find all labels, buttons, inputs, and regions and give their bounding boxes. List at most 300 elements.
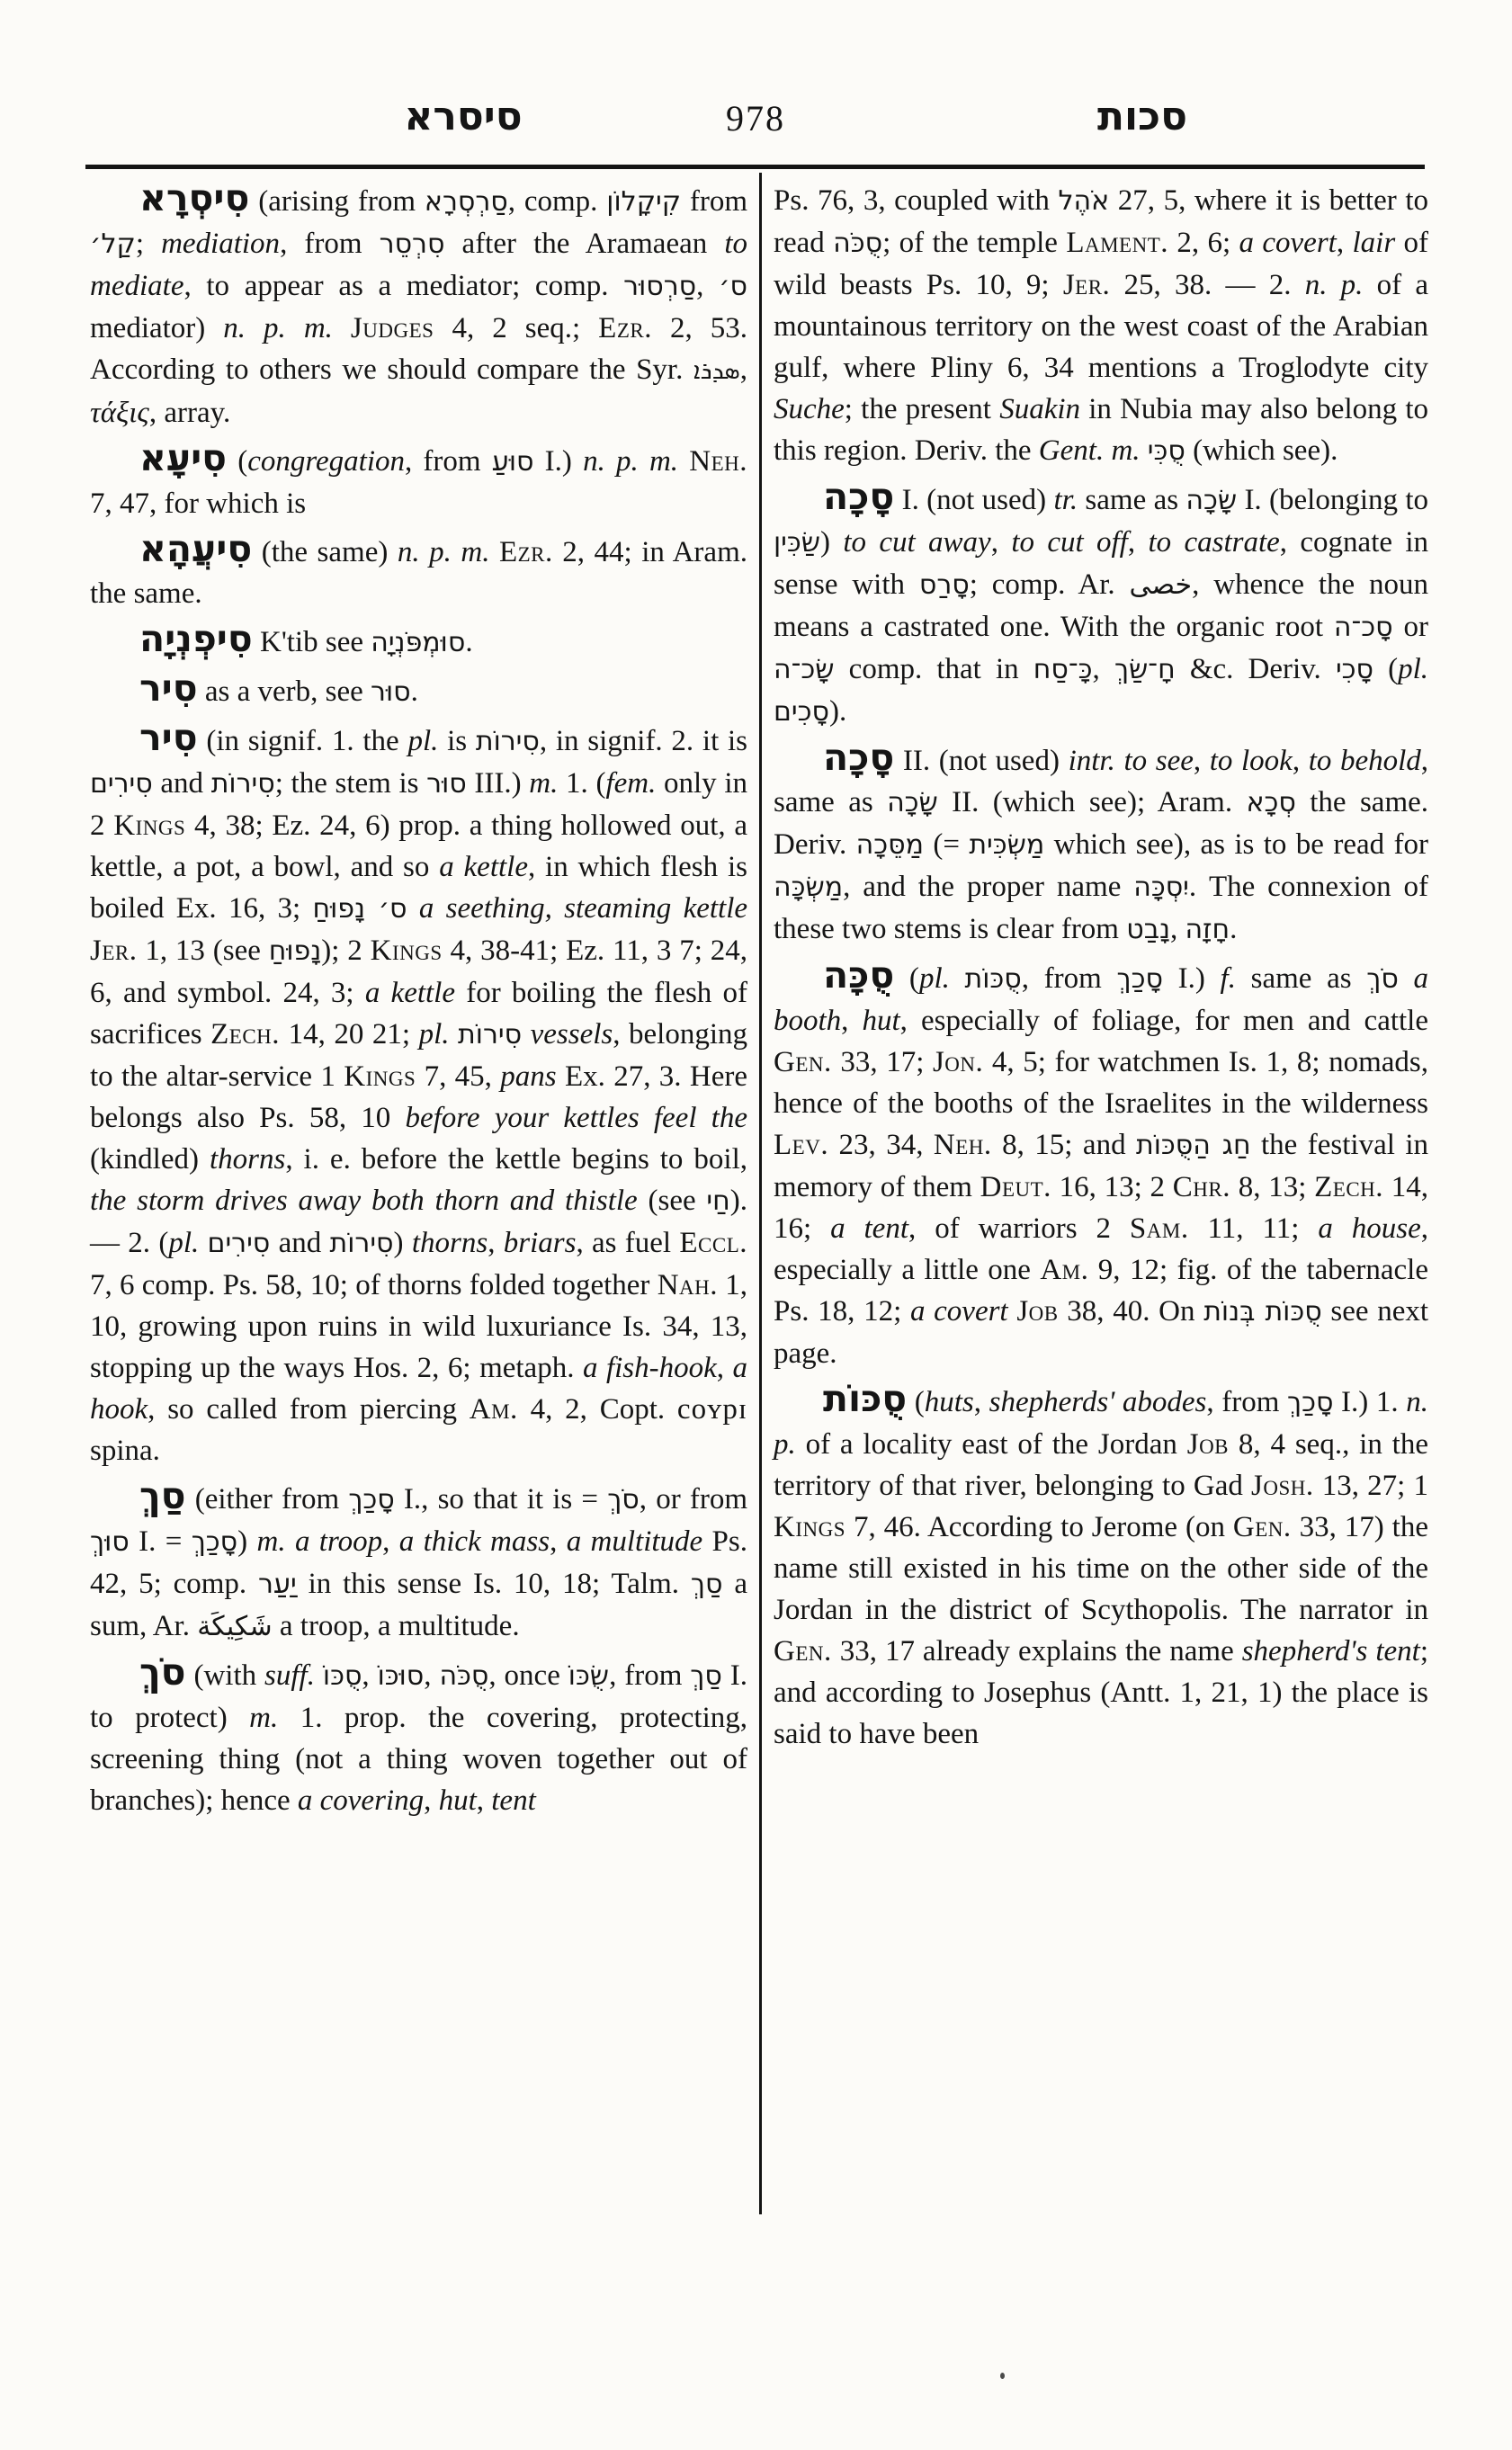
text-run: ,	[424, 1784, 439, 1817]
hebrew-headword: סִיעָא	[139, 436, 228, 479]
text-run: I. to protect)	[90, 1659, 748, 1734]
text-run: ,	[1092, 653, 1114, 685]
entry-paragraph	[90, 617, 747, 664]
text-run: (=	[923, 828, 970, 861]
text-run: 1. prop. the covering, protecting, screening thing (not a thing woven together out of branches); hence	[90, 1702, 748, 1817]
text-run: , from	[609, 1659, 691, 1692]
text-run: suff.	[264, 1659, 315, 1692]
entry-paragraph	[90, 436, 747, 524]
text-run: 7, 6 comp. Ps. 58, 10; of thorns folded together	[90, 1269, 658, 1301]
entry-paragraph	[90, 1474, 748, 1648]
text-run: , cognate in sense with	[774, 526, 1429, 601]
text-run: 33, 17) the name still existed in his time on the other side of the Jordan in the district of Scythopolis. The narrator in	[774, 1511, 1428, 1626]
text-run: נָבַט	[1126, 914, 1171, 945]
text-run: fem.	[605, 767, 657, 800]
text-run: or	[1392, 611, 1428, 643]
entry-paragraph	[774, 180, 1428, 472]
text-run: (kindled)	[90, 1143, 210, 1176]
text-run: סִירוֹת	[210, 768, 275, 800]
text-run: K'tib see	[252, 626, 371, 658]
text-run: סֻכֹּה	[439, 1660, 489, 1692]
text-run: (which see).	[1185, 434, 1338, 467]
text-run: Ex. 27, 3. Here belongs also Ps. 58, 10	[90, 1060, 748, 1134]
text-run: 33, 17;	[831, 1046, 933, 1078]
text-run: comp. that in	[834, 653, 1033, 685]
text-run: ,	[1292, 745, 1309, 777]
text-run: סְכָא	[1246, 787, 1296, 818]
text-run: intr.	[1068, 745, 1115, 777]
text-run: סִירוֹת	[475, 726, 540, 757]
text-run: I. =	[129, 1525, 192, 1558]
text-run: before your kettles feel the	[405, 1102, 748, 1134]
text-run: חַי	[706, 1185, 730, 1217]
text-run: 14, 20 21;	[280, 1018, 419, 1051]
text-run: lair	[1352, 227, 1396, 259]
text-run: to mediate	[90, 228, 747, 302]
text-run: , as fuel	[576, 1227, 680, 1259]
text-run: 4, 38-41; Ez. 11, 3 7; 24, 6, and symbol. 24, 3;	[90, 934, 747, 1009]
text-run: )	[237, 1525, 257, 1558]
text-run: ; the present	[844, 393, 1000, 425]
text-run: Kings	[344, 1060, 416, 1093]
text-run: in this sense Is. 10, 18; Talm.	[296, 1568, 691, 1600]
text-run: pl.	[407, 725, 439, 757]
text-run: I.)	[533, 445, 584, 478]
text-run: ,	[476, 1784, 492, 1817]
text-run: II. (which see); Aram.	[937, 786, 1247, 818]
hebrew-headword: סֻכּוֹת	[823, 1377, 908, 1420]
header-rule	[85, 165, 1425, 169]
text-run: for boiling the flesh of sacrifices	[90, 977, 748, 1051]
text-run: , and the proper name	[843, 871, 1134, 903]
text-run: 4, 38; Ez. 24, 6) prop. a thing hollowed out, a kettle, a pot, a bowl, and so	[90, 809, 748, 883]
text-run: m.	[249, 1702, 279, 1734]
text-run: , i. e. before the kettle begins to boil,	[285, 1143, 747, 1176]
text-run: ; of the temple	[882, 227, 1067, 259]
text-run	[1141, 434, 1148, 467]
text-run: in Nubia may also belong to this region. Deriv. the	[774, 393, 1428, 467]
text-run: pl.	[918, 962, 950, 995]
text-run: , in signif. 2. it is	[539, 725, 747, 757]
text-run: , array.	[148, 397, 231, 429]
text-run: 25, 38. — 2.	[1110, 269, 1305, 301]
text-run: אֹהֶל	[1058, 185, 1110, 217]
text-run: סֹךְ	[1366, 963, 1399, 995]
text-run: Judges	[350, 312, 434, 344]
text-run: mediation	[161, 228, 281, 260]
text-run: mediator)	[90, 312, 224, 344]
text-run: ,	[424, 1659, 440, 1692]
text-run: Am.	[1040, 1254, 1089, 1286]
text-run: קִיקָלוֹן	[606, 186, 681, 218]
text-run: Jon.	[932, 1046, 984, 1078]
hebrew-headword: סָכָה	[823, 475, 895, 518]
text-run: ס׳ נָפוּחַ	[312, 893, 407, 925]
text-run: ,	[550, 1525, 567, 1558]
text-run: סַךְ	[690, 1569, 723, 1600]
entry-paragraph	[774, 1377, 1428, 1755]
text-run: סָכַךְ	[1287, 1387, 1334, 1418]
text-run: the storm drives away both thorn and thistle	[90, 1185, 638, 1217]
text-run: 7, 46. According to Jerome (on	[845, 1511, 1233, 1543]
entry-paragraph	[90, 666, 747, 713]
text-run: 9, 12; fig. of the tabernacle Ps. 18, 12;	[774, 1254, 1429, 1328]
text-run: a seething, steaming kettle	[418, 892, 748, 925]
text-run: 4, 2, Copt.	[517, 1393, 677, 1426]
text-run: ,	[739, 353, 747, 386]
text-run: briars	[503, 1227, 577, 1259]
text-run	[1115, 745, 1124, 777]
text-run: סָכִי	[1335, 654, 1373, 685]
text-run: the festival in memory of them	[774, 1129, 1429, 1203]
text-run: Ezr.	[498, 536, 553, 568]
text-run: נָפוּחַ	[268, 935, 322, 967]
text-run: , in which flesh is boiled Ex. 16, 3;	[90, 851, 747, 925]
text-run: I. (belonging to	[1237, 484, 1428, 516]
text-run: ,	[716, 1352, 733, 1384]
text-run: Eccl.	[679, 1227, 747, 1259]
text-run: שַׂכִּין	[774, 527, 821, 559]
text-run: Am.	[469, 1393, 518, 1426]
text-run: a troop	[294, 1525, 383, 1558]
text-run: , especially a little one	[774, 1212, 1428, 1286]
text-run: קַל׳	[90, 228, 136, 260]
text-run: , especially of foliage, for men and cattle	[899, 1005, 1428, 1037]
text-run: , or from	[639, 1483, 747, 1516]
text-run: סַרְסוּר	[623, 271, 697, 302]
text-run: 2, 6;	[1168, 227, 1239, 259]
text-run: סוּכּוֹ	[377, 1660, 425, 1692]
text-run: ,	[382, 1525, 399, 1558]
text-run: 4, 2 seq.;	[434, 312, 599, 344]
text-run: Kings	[370, 934, 443, 967]
text-run: 4, 5; for watchmen Is. 1, 8; nomads, hence of the booths of the Israelites in the wilderness	[774, 1046, 1428, 1120]
text-run: סַרְסְרָא	[424, 186, 508, 218]
text-run: ס׳	[719, 271, 747, 302]
text-run: Lev.	[774, 1129, 829, 1161]
text-run: Deut.	[980, 1171, 1051, 1203]
text-run: shepherd's tent	[1241, 1635, 1420, 1668]
left-column	[90, 176, 748, 1828]
page-header	[85, 90, 1426, 153]
text-run: , of warriors 2	[908, 1212, 1130, 1245]
text-run: &c. Deriv.	[1175, 653, 1336, 685]
text-run: Gent. m.	[1038, 434, 1141, 467]
text-run: 8, 13;	[1230, 1171, 1315, 1203]
text-run: חַג הַסֻּכּוֹת	[1136, 1130, 1251, 1161]
text-run: Chr.	[1172, 1171, 1230, 1203]
text-run: a troop, a multitude.	[272, 1610, 520, 1642]
text-run: Suche	[774, 393, 845, 425]
hebrew-headword: סֹךְ	[139, 1650, 186, 1694]
text-run: III.)	[466, 767, 530, 800]
text-run: and	[152, 767, 211, 800]
text-run: סִירוֹת	[329, 1228, 394, 1259]
text-run: same as	[1235, 962, 1367, 995]
text-run: סִרְסֵר	[379, 228, 445, 260]
hebrew-headword: סַךְ	[139, 1474, 186, 1517]
text-run: סוּר	[371, 676, 411, 708]
text-run: tr.	[1053, 484, 1078, 516]
text-run: .	[465, 626, 473, 658]
text-run: Job	[1016, 1295, 1059, 1328]
text-run: (	[227, 445, 248, 478]
text-run	[199, 1227, 207, 1259]
text-run: יַעַר	[258, 1569, 297, 1600]
text-run: to cut away	[843, 526, 991, 559]
text-run: Ezr.	[598, 312, 652, 344]
hebrew-headword: סִיעֲהָא	[139, 527, 253, 570]
text-run: the same. Deriv.	[774, 786, 1429, 861]
header-keyword-left: סיסרא	[404, 94, 523, 139]
text-run: a covering	[297, 1784, 425, 1817]
text-run: m.	[256, 1525, 286, 1558]
text-run: ; comp. Ar.	[969, 568, 1130, 601]
text-run: II. (not used)	[894, 745, 1069, 777]
text-run: Neh.	[933, 1129, 992, 1161]
text-run: 33, 17 already explains the name	[831, 1635, 1242, 1668]
text-run: tent	[491, 1784, 536, 1817]
text-run: spina.	[90, 1435, 160, 1467]
text-run: 7, 45,	[416, 1060, 501, 1093]
header-keyword-right: סכות	[1097, 94, 1187, 139]
text-run: to behold	[1308, 745, 1421, 777]
text-run: מַשְׂכִּית	[969, 829, 1045, 861]
entry-paragraph	[774, 736, 1429, 951]
text-run: ,	[1193, 745, 1210, 777]
text-run: ,	[362, 1659, 378, 1692]
text-run	[1399, 962, 1414, 995]
text-run: מַשְׂכָּה	[774, 872, 844, 903]
text-run: n. p. m.	[397, 536, 490, 568]
text-run: 1, 13 (see	[137, 934, 269, 967]
text-run: a thick mass	[398, 1525, 550, 1558]
text-run: a kettle	[439, 851, 528, 883]
text-run	[315, 1659, 323, 1692]
text-run: (see	[637, 1185, 707, 1217]
hebrew-headword: סִיר	[139, 716, 198, 759]
text-run: ,	[488, 1227, 504, 1259]
text-run: מַסֵּכָה	[855, 829, 924, 861]
text-run	[450, 1018, 459, 1051]
text-run: huts	[924, 1386, 974, 1418]
text-run: 8, 4 seq., in the territory of that river, belonging to Gad	[774, 1428, 1428, 1502]
text-run: סָכִים	[774, 696, 829, 728]
entry-paragraph	[90, 176, 747, 434]
text-run: . The connexion of these two stems is clear from	[774, 871, 1428, 945]
text-run: סוּמְפֹּנְיָה	[371, 627, 466, 658]
text-run: 2, 53. According to others we should compare the Syr.	[90, 312, 747, 386]
text-run: ܣܕܪܐ	[693, 357, 740, 385]
text-run: ,	[973, 1386, 989, 1418]
text-run: Jer.	[1062, 269, 1111, 301]
text-run: סִירִים	[207, 1228, 271, 1259]
text-run: , so called from piercing	[148, 1393, 470, 1426]
text-run	[950, 962, 965, 995]
entry-paragraph	[774, 475, 1429, 733]
text-run: חָזָה	[1185, 914, 1230, 945]
text-run: n. p. m.	[583, 445, 679, 478]
text-run: Gen.	[1232, 1511, 1292, 1543]
text-run: ,	[1127, 526, 1149, 559]
text-run: 23, 34,	[828, 1129, 934, 1161]
text-run: חָ־שַׂךְ	[1114, 654, 1176, 685]
text-run: (in signif. 1. the	[197, 725, 408, 757]
text-run: 11, 11;	[1188, 1212, 1319, 1245]
text-run: סוּעַ	[491, 446, 534, 478]
text-run: סָרַס	[918, 569, 970, 601]
text-run: 1. (	[558, 767, 606, 800]
text-run: סִירִים	[90, 768, 153, 800]
text-run: ,	[841, 1005, 863, 1037]
text-run: סֻכּוֹ	[322, 1660, 362, 1692]
text-run: of a mountainous territory on the west coast of the Arabian gulf, where Pliny 6, 34 mentions a Troglodyte city	[774, 269, 1429, 384]
text-run	[1008, 1295, 1017, 1328]
text-run: Ps. 42, 5; comp.	[90, 1525, 748, 1600]
text-run: pl.	[1398, 653, 1429, 685]
text-run: m.	[529, 767, 559, 800]
text-run: (	[907, 1386, 925, 1418]
text-run: (the same)	[252, 536, 398, 568]
page-number: 978	[726, 98, 785, 139]
text-run: a covert	[909, 1295, 1008, 1328]
text-run: of a locality east of the Jordan	[795, 1428, 1187, 1461]
text-run: , from	[1021, 962, 1117, 995]
hebrew-headword: סָכָה	[823, 736, 895, 779]
text-run	[407, 892, 419, 925]
text-run: , belonging to the altar-service 1	[90, 1018, 747, 1093]
text-run: 2, 44; in Aram. the same.	[90, 536, 747, 610]
text-run: , once	[488, 1659, 568, 1692]
text-run: Job	[1186, 1428, 1230, 1461]
text-run: f.	[1220, 962, 1236, 995]
text-run: (either from	[185, 1483, 349, 1516]
text-run	[678, 445, 689, 478]
text-run: )	[820, 526, 844, 559]
text-run: Kings	[113, 809, 186, 842]
text-run: I. (not used)	[894, 484, 1054, 516]
text-run: a multitude	[566, 1525, 703, 1558]
text-run: شَكِيكَة	[197, 1611, 273, 1642]
text-run: סָכַךְ	[348, 1484, 395, 1516]
text-run: n. p. m.	[223, 312, 333, 344]
text-run: vessels	[530, 1018, 613, 1051]
text-run: ,	[696, 270, 720, 302]
text-run: a sum, Ar.	[90, 1568, 747, 1642]
text-run	[333, 312, 351, 344]
text-run: 1, 10, growing upon ruins in wild luxuriance Is. 34, 13, stopping up the ways Hos. 2, 6; metaph.	[90, 1269, 748, 1384]
text-run: סָכַךְ	[1116, 963, 1163, 995]
text-run: shepherds' abodes	[989, 1386, 1207, 1418]
text-run: סֻכּוֹת בְּנוֹת	[1203, 1296, 1322, 1328]
text-run: ,	[1170, 913, 1185, 945]
text-run: pans	[500, 1060, 557, 1093]
text-run: סַךְ	[690, 1660, 722, 1692]
text-run: יִסְכָּה	[1133, 872, 1189, 903]
text-run: , same as	[774, 745, 1429, 818]
text-run: Suakin	[999, 393, 1081, 425]
text-run: 7, 47, for which is	[90, 487, 307, 520]
text-run	[489, 536, 499, 568]
text-run: ,	[990, 526, 1012, 559]
text-run: סוּר	[426, 768, 467, 800]
text-run: to see	[1123, 745, 1194, 777]
text-run: שֻׂכּוֹ	[568, 1660, 610, 1692]
entry-paragraph	[774, 953, 1429, 1374]
text-run: כָּ־סַח	[1033, 654, 1093, 685]
text-run: (	[1373, 653, 1399, 685]
text-run: 13, 27; 1	[1313, 1470, 1428, 1502]
text-run: (with	[185, 1659, 265, 1692]
text-run: is	[438, 725, 476, 757]
text-run: , to appear as a mediator; comp.	[183, 270, 624, 302]
text-run: 14, 16;	[774, 1171, 1429, 1245]
hebrew-headword: סִיר	[139, 666, 198, 710]
text-run: pl.	[418, 1018, 450, 1051]
text-run: Gen.	[774, 1046, 832, 1078]
text-run: ; the stem is	[274, 767, 427, 800]
text-run: only in 2	[90, 767, 747, 842]
text-run: pl.	[168, 1227, 200, 1259]
text-run: a covert	[1239, 227, 1337, 259]
text-run: סֻכֹּה	[833, 228, 883, 259]
text-run: , comp.	[507, 185, 607, 218]
text-run: τάξις	[90, 397, 149, 429]
text-run: n. p.	[774, 1386, 1428, 1461]
text-run: Lament.	[1066, 227, 1169, 259]
text-run: I., so that it is =	[394, 1483, 608, 1516]
text-run: ;	[135, 228, 162, 260]
text-run: ).	[828, 695, 847, 728]
text-run: סִירוֹת	[458, 1019, 523, 1051]
text-run: of wild beasts Ps. 10, 9;	[774, 227, 1429, 301]
text-run: after the Aramaean	[444, 228, 725, 260]
text-run: , from	[1206, 1386, 1287, 1418]
hebrew-headword: סִיסְרָא	[139, 176, 250, 219]
entry-paragraph	[90, 1650, 748, 1821]
text-run: שָׂכ־ה	[774, 654, 835, 685]
text-run: , from	[280, 228, 380, 260]
text-run: thorns	[209, 1143, 286, 1176]
text-run: )	[393, 1227, 412, 1259]
text-run: ,	[1336, 227, 1353, 259]
text-run: n. p.	[1304, 269, 1364, 301]
text-run: סָכ־ה	[1333, 612, 1393, 643]
text-run: congregation	[247, 445, 405, 478]
text-run: Gen.	[774, 1635, 832, 1668]
text-run: סֻכִּי	[1147, 435, 1185, 467]
text-run: Ps. 76, 3, coupled with	[774, 184, 1059, 217]
hebrew-headword: סִיפְנְיָה	[139, 617, 253, 660]
text-run: סֻכּוֹת	[964, 963, 1022, 995]
text-run: and	[270, 1227, 330, 1259]
text-run: סֹךְ	[607, 1484, 640, 1516]
text-run: 8, 15; and	[991, 1129, 1137, 1161]
text-run: I.) 1.	[1333, 1386, 1407, 1418]
text-run: a house	[1318, 1212, 1421, 1245]
text-run: , from	[404, 445, 492, 478]
text-run: שָׂכָה	[887, 787, 938, 818]
text-run: .	[1230, 913, 1238, 945]
text-run: a hook	[90, 1352, 748, 1426]
text-run: שָׂכָה	[1185, 485, 1238, 516]
text-run: סָכַךְ	[191, 1526, 238, 1558]
text-run: Zech.	[210, 1018, 281, 1051]
text-run: .	[410, 675, 418, 708]
text-run: hut	[862, 1005, 900, 1037]
entry-paragraph	[90, 527, 747, 614]
text-run: (	[894, 962, 919, 995]
